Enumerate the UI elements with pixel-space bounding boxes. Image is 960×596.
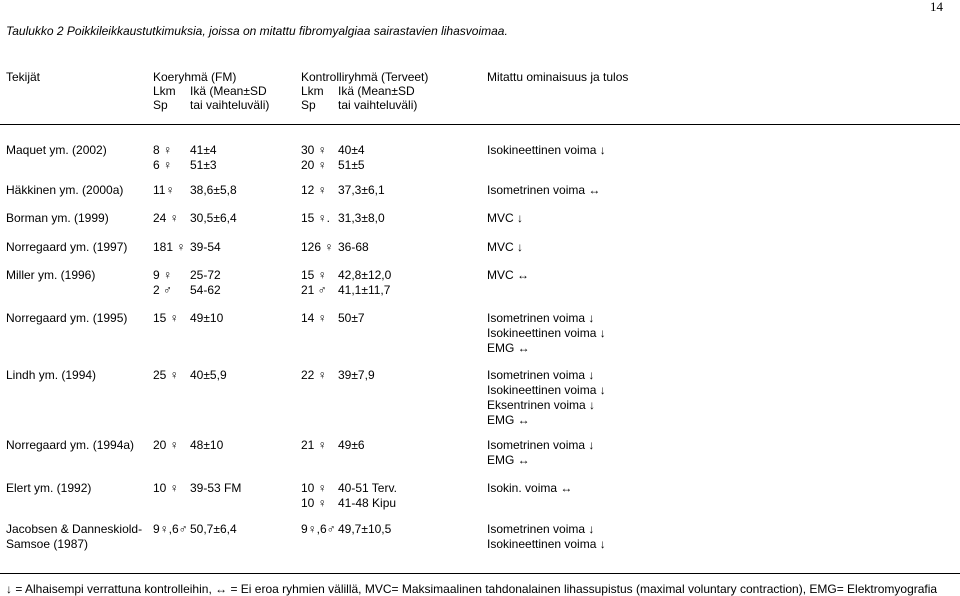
cell-control-age	[338, 211, 385, 226]
header-fm-sp: Sp	[153, 98, 168, 112]
header-control-group: Kontrolliryhmä (Terveet) Lkm Ikä (Mean±SD Sp tai vaihteluväli)	[301, 70, 429, 112]
cell-result-line: Isometrinen voima ↓	[487, 438, 595, 452]
cell-control-count-line: 14 ♀	[301, 311, 327, 325]
cell-result	[487, 311, 606, 356]
cell-control-age-line: 41,1±11,7	[338, 283, 391, 297]
cell-author-line: Norregaard ym. (1994a)	[6, 438, 135, 452]
cell-control-count-line: 30 ♀	[301, 143, 327, 157]
cell-result-line: MVC ↓	[487, 211, 523, 225]
cell-fm-age-line: 39-54	[190, 240, 221, 254]
cell-control-count	[301, 240, 333, 255]
cell-fm-count	[153, 240, 185, 255]
cell-fm-count-line: 2 ♂	[153, 283, 173, 297]
cell-control-count	[301, 268, 327, 298]
cell-fm-age	[190, 211, 237, 226]
cell-fm-count-line: 6 ♀	[153, 158, 173, 172]
cell-fm-age	[190, 240, 221, 255]
page-number: 14	[930, 0, 943, 14]
cell-result-line: Isometrinen voima ↓	[487, 522, 595, 536]
cell-fm-count-line: 10 ♀	[153, 481, 179, 495]
cell-fm-count	[153, 438, 179, 453]
cell-control-count	[301, 143, 327, 173]
cell-control-age	[338, 183, 385, 198]
cell-control-age-line: 40-51 Terv.	[338, 481, 397, 495]
cell-author-line: Elert ym. (1992)	[6, 481, 92, 495]
cell-control-count-line: 22 ♀	[301, 368, 327, 382]
cell-result-line: MVC ↓	[487, 240, 523, 254]
cell-control-count-line: 15 ♀.	[301, 211, 331, 225]
cell-author	[6, 268, 95, 283]
cell-control-age-line: 36-68	[338, 240, 369, 254]
cell-result-line: Isokineettinen voima ↓	[487, 383, 606, 397]
header-fm-age-2: tai vaihteluväli)	[190, 98, 270, 112]
cell-fm-count-line: 9 ♀	[153, 268, 173, 282]
cell-fm-age	[190, 368, 227, 383]
cell-control-count-line: 21 ♂	[301, 283, 327, 297]
cell-fm-count-line: 24 ♀	[153, 211, 179, 225]
cell-author	[6, 438, 134, 453]
cell-control-count	[301, 368, 327, 383]
cell-fm-count-line: 8 ♀	[153, 143, 173, 157]
cell-fm-age	[190, 522, 237, 537]
cell-author-line: Norregaard ym. (1997)	[6, 240, 128, 254]
cell-fm-count	[153, 143, 172, 173]
cell-control-count	[301, 311, 327, 326]
cell-control-count-line: 126 ♀	[301, 240, 334, 254]
cell-fm-age-line: 49±10	[190, 311, 224, 325]
cell-control-age-line: 37,3±6,1	[338, 183, 385, 197]
cell-control-age	[338, 438, 365, 453]
header-measure: Mitattu ominaisuus ja tulos	[487, 70, 629, 84]
cell-fm-age-line: 30,5±6,4	[190, 211, 237, 225]
cell-fm-count-line: 25 ♀	[153, 368, 179, 382]
cell-fm-age	[190, 143, 217, 173]
cell-fm-count	[153, 211, 179, 226]
cell-control-age	[338, 311, 365, 326]
cell-author	[6, 481, 91, 496]
cell-fm-age	[190, 438, 223, 453]
cell-control-age-line: 49,7±10,5	[338, 522, 392, 536]
cell-fm-age	[190, 311, 223, 326]
cell-control-count-line: 20 ♀	[301, 158, 327, 172]
cell-control-age-line: 42,8±12,0	[338, 268, 392, 282]
cell-result-line: EMG ↔	[487, 341, 530, 355]
cell-result-line: Eksentrinen voima ↓	[487, 398, 596, 412]
header-ctl-age-2: tai vaihteluväli)	[338, 98, 418, 112]
cell-fm-age-line: 51±3	[190, 158, 217, 172]
cell-control-age	[338, 268, 391, 298]
cell-control-age	[338, 368, 375, 383]
header-ctl-age-1: Ikä (Mean±SD	[338, 84, 415, 98]
cell-control-age-line: 31,3±8,0	[338, 211, 385, 225]
cell-control-count-line: 21 ♀	[301, 438, 327, 452]
header-ctl-sp: Sp	[301, 98, 316, 112]
cell-result	[487, 211, 523, 226]
cell-author	[6, 522, 142, 552]
cell-author	[6, 183, 123, 198]
cell-fm-age-line: 38,6±5,8	[190, 183, 237, 197]
cell-fm-count	[153, 183, 174, 198]
cell-author	[6, 240, 127, 255]
header-fm-group: Koeryhmä (FM) Lkm Ikä (Mean±SD Sp tai vaihteluväli)	[153, 70, 270, 112]
cell-fm-age	[190, 481, 241, 496]
table-footnote: ↓ = Alhaisempi verrattuna kontrolleihin, ↔ = Ei eroa ryhmien välillä, MVC= Maksimaalinen tahdonalainen lihassupistus (maximal voluntary contraction), EMG= Elektromyografia	[6, 582, 938, 596]
cell-fm-age-line: 50,7±6,4	[190, 522, 237, 536]
cell-fm-count-line: 15 ♀	[153, 311, 179, 325]
cell-control-age-line: 39±7,9	[338, 368, 375, 382]
cell-author-line: Samsoe (1987)	[6, 537, 89, 551]
cell-result-line: Isokineettinen voima ↓	[487, 537, 606, 551]
cell-author-line: Norregaard ym. (1995)	[6, 311, 128, 325]
cell-control-age	[338, 522, 391, 537]
cell-fm-age-line: 39-53 FM	[190, 481, 242, 495]
cell-author	[6, 143, 107, 158]
cell-result-line: Isokineettinen voima ↓	[487, 326, 606, 340]
cell-fm-age-line: 54-62	[190, 283, 221, 297]
cell-result	[487, 240, 523, 255]
cell-result-line: Isometrinen voima ↔	[487, 183, 601, 197]
cell-result	[487, 522, 606, 552]
cell-result-line: Isokineettinen voima ↓	[487, 143, 606, 157]
cell-fm-count-line: 181 ♀	[153, 240, 186, 254]
table-caption: Taulukko 2 Poikkileikkaustutkimuksia, joissa on mitattu fibromyalgiaa sairastavien lihasvoimaa.	[6, 24, 508, 38]
cell-result-line: EMG ↔	[487, 453, 530, 467]
cell-author	[6, 311, 127, 326]
cell-control-count-line: 9♀,6♂	[301, 522, 336, 536]
cell-fm-count	[153, 368, 179, 383]
cell-result	[487, 481, 572, 496]
cell-author	[6, 368, 96, 383]
cell-control-count	[301, 211, 330, 226]
footer-divider	[0, 573, 960, 574]
cell-author-line: Miller ym. (1996)	[6, 268, 96, 282]
cell-control-count-line: 12 ♀	[301, 183, 327, 197]
header-authors: Tekijät	[6, 70, 41, 84]
cell-result-line: Isometrinen voima ↓	[487, 311, 595, 325]
cell-fm-count	[153, 311, 179, 326]
cell-control-age-line: 51±5	[338, 158, 365, 172]
cell-control-count	[301, 522, 336, 537]
cell-fm-age-line: 41±4	[190, 143, 217, 157]
header-fm-lkm: Lkm	[153, 84, 176, 98]
cell-control-count-line: 15 ♀	[301, 268, 327, 282]
cell-result	[487, 438, 594, 468]
cell-result	[487, 183, 600, 198]
cell-control-age	[338, 240, 369, 255]
cell-control-age-line: 41-48 Kipu	[338, 496, 397, 510]
cell-control-age-line: 50±7	[338, 311, 365, 325]
cell-fm-count	[153, 268, 172, 298]
cell-control-age	[338, 481, 397, 511]
cell-control-count	[301, 183, 327, 198]
cell-fm-age-line: 40±5,9	[190, 368, 227, 382]
cell-author-line: Häkkinen ym. (2000a)	[6, 183, 124, 197]
cell-result	[487, 368, 606, 428]
cell-author-line: Borman ym. (1999)	[6, 211, 109, 225]
cell-result-line: Isometrinen voima ↓	[487, 368, 595, 382]
cell-fm-count-line: 20 ♀	[153, 438, 179, 452]
cell-author-line: Jacobsen & Danneskiold-	[6, 522, 143, 536]
cell-control-age	[338, 143, 365, 173]
cell-fm-count-line: 11♀	[153, 183, 175, 197]
header-ctl-lkm: Lkm	[301, 84, 324, 98]
cell-result-line: Isokin. voima ↔	[487, 481, 573, 495]
cell-fm-count-line: 9♀,6♂	[153, 522, 188, 536]
cell-control-count-line: 10 ♀	[301, 496, 327, 510]
cell-control-count-line: 10 ♀	[301, 481, 327, 495]
cell-result	[487, 268, 529, 283]
cell-fm-count	[153, 522, 188, 537]
cell-fm-age	[190, 268, 221, 298]
cell-author	[6, 211, 109, 226]
cell-fm-age	[190, 183, 237, 198]
cell-fm-age-line: 48±10	[190, 438, 224, 452]
header-divider	[0, 124, 960, 125]
cell-author-line: Lindh ym. (1994)	[6, 368, 97, 382]
cell-fm-age-line: 25-72	[190, 268, 221, 282]
cell-control-age-line: 49±6	[338, 438, 365, 452]
header-fm-age-1: Ikä (Mean±SD	[190, 84, 267, 98]
cell-result	[487, 143, 606, 158]
cell-control-count	[301, 481, 327, 511]
cell-result-line: MVC ↔	[487, 268, 529, 282]
cell-fm-count	[153, 481, 179, 496]
cell-control-count	[301, 438, 327, 453]
cell-control-age-line: 40±4	[338, 143, 365, 157]
cell-result-line: EMG ↔	[487, 413, 530, 427]
cell-author-line: Maquet ym. (2002)	[6, 143, 107, 157]
